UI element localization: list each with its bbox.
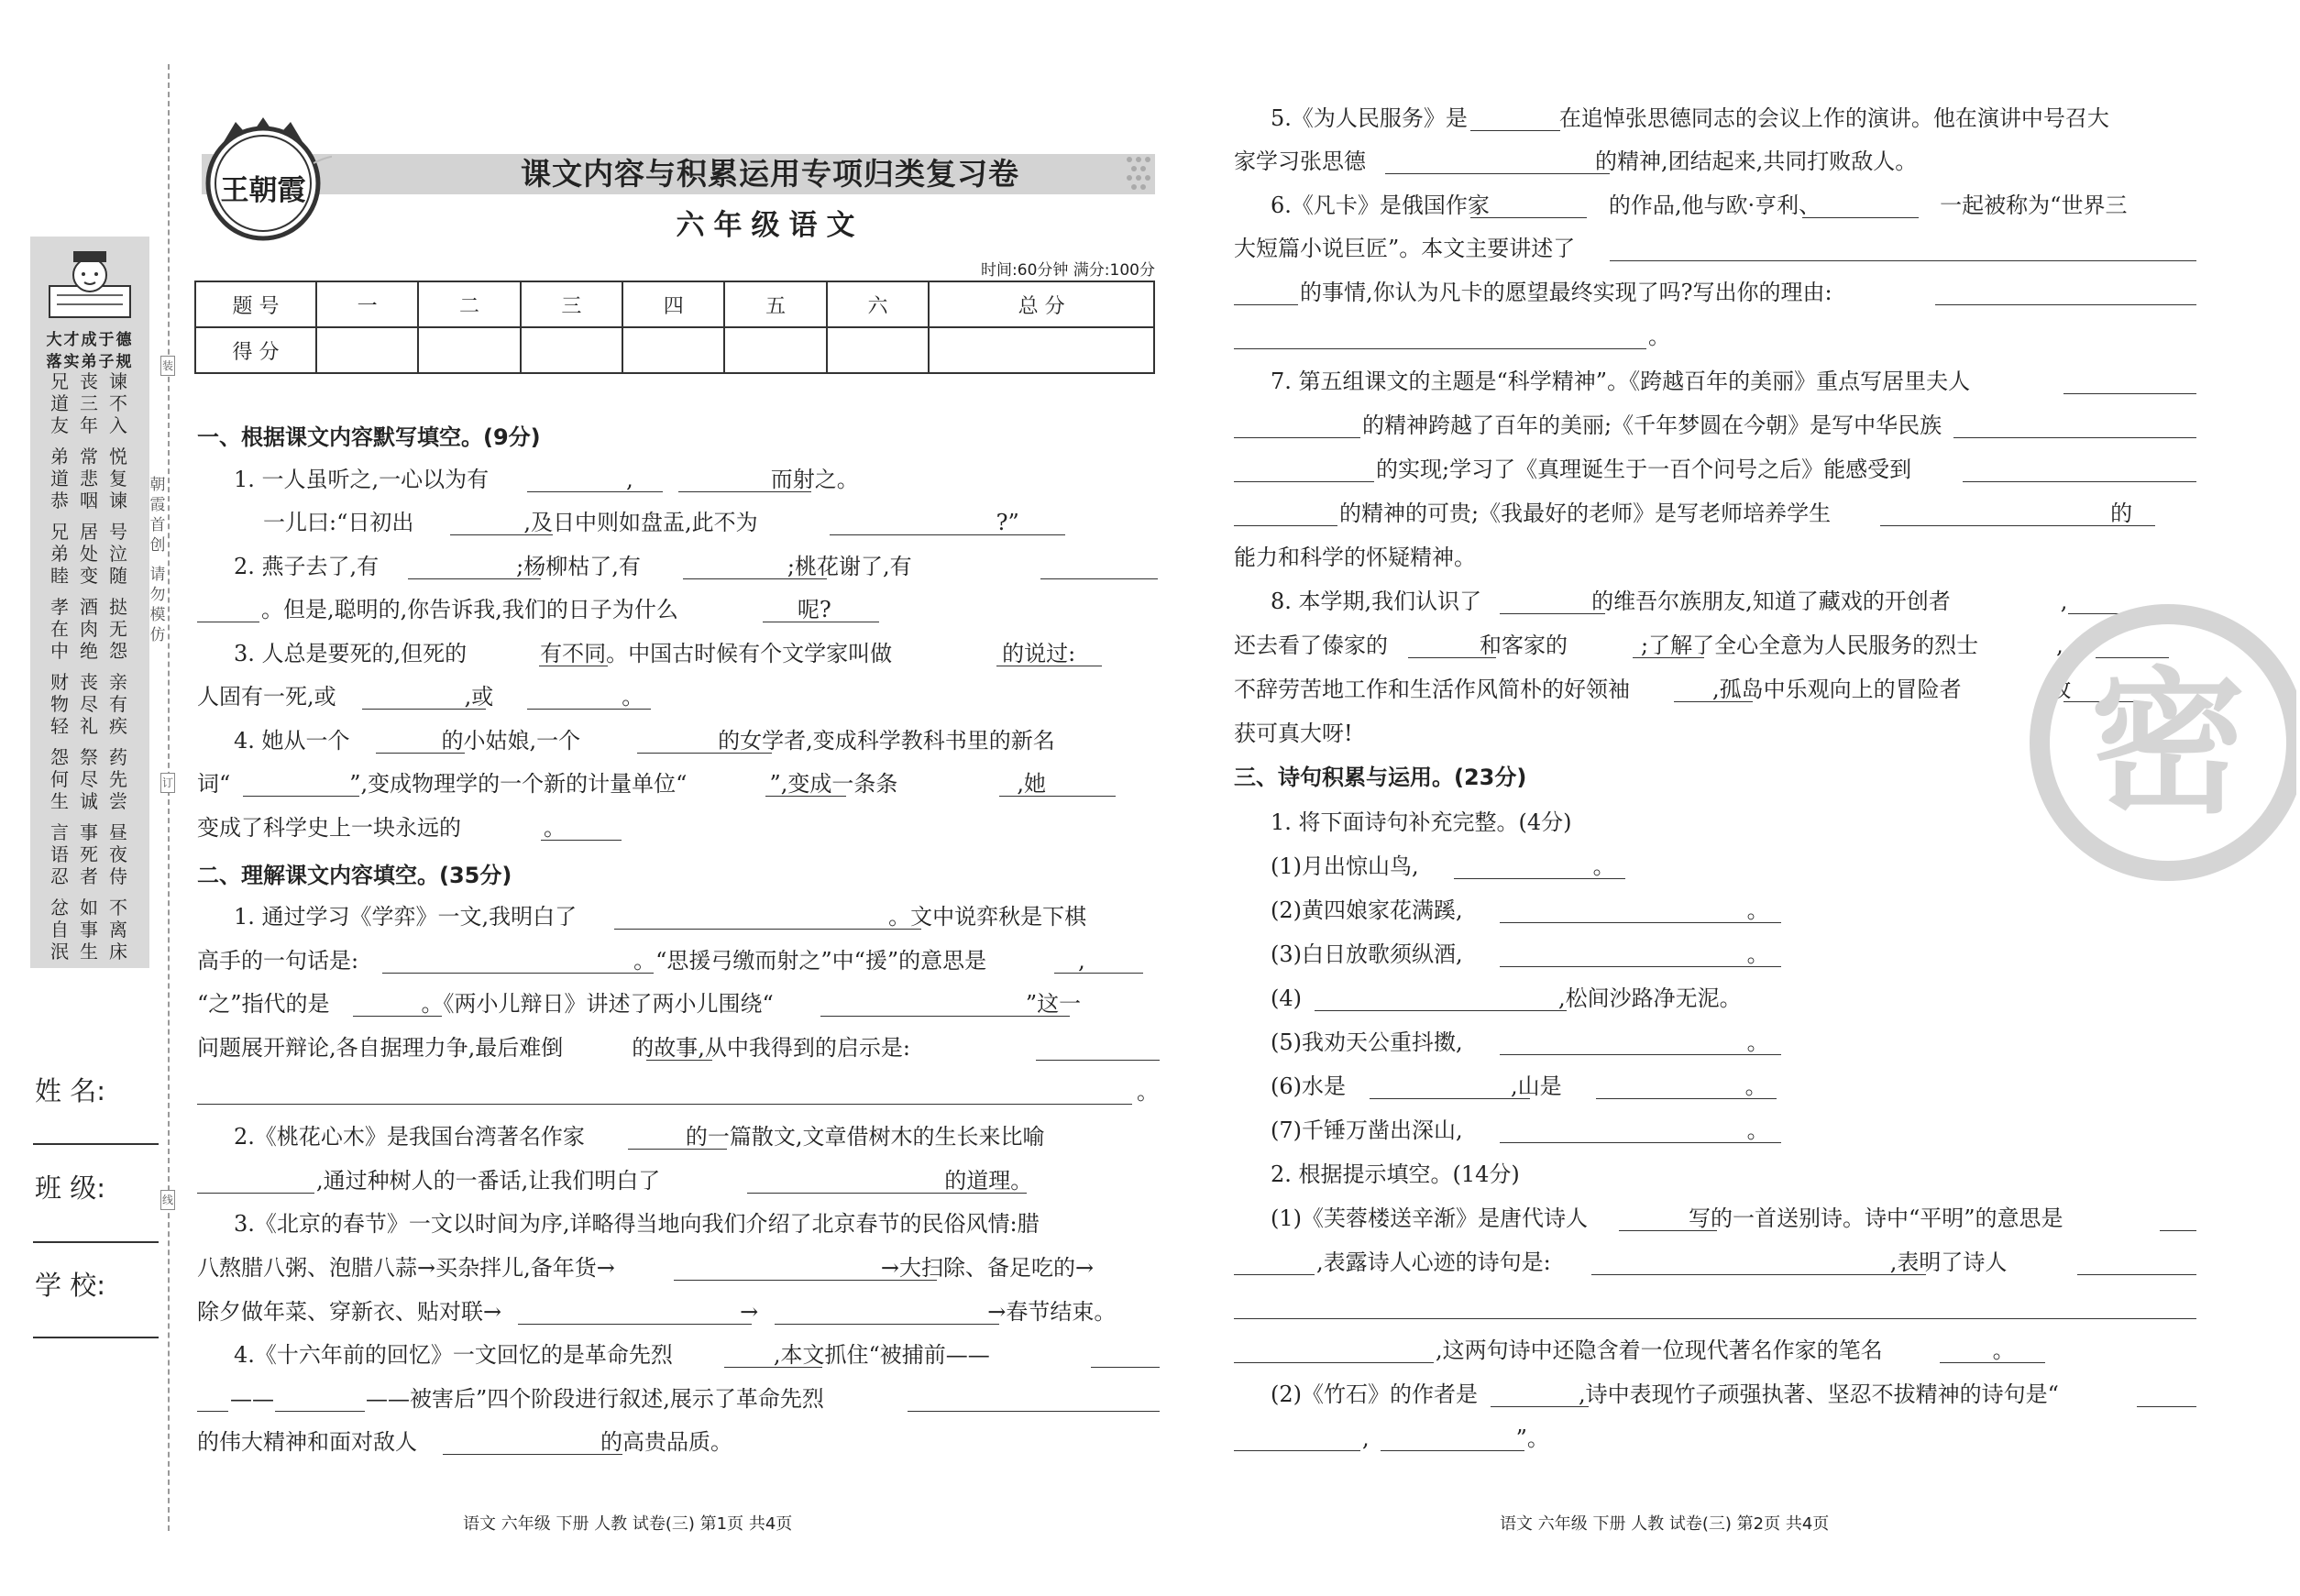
blank[interactable] <box>1091 1367 1160 1368</box>
rule-column: 财物轻 <box>50 671 69 737</box>
blank[interactable] <box>1953 437 2196 438</box>
q2-8-2: 还去看了傣家的 和客家的 ;了解了全心全意为人民服务的烈士 , <box>1234 633 2063 658</box>
blank[interactable] <box>1370 1098 1530 1099</box>
q2-8: 3.《北京的春节》一文以时间为序,详略得当地向我们介绍了北京春节的民俗风情:腊 <box>234 1211 1040 1237</box>
logo-text: 王朝霞 <box>220 174 306 207</box>
blank[interactable] <box>450 534 553 535</box>
blank[interactable] <box>1500 966 1781 967</box>
rule-column: 号泣随 <box>109 521 127 587</box>
q2-1: 1. 通过学习《学弈》一文,我明白了 。文中说弈秋是下棋 <box>234 904 1087 930</box>
q3-2-2: ,表露诗人心迹的诗句是: ,表明了诗人 <box>1316 1249 2008 1275</box>
scholar-mascot-icon <box>40 244 139 323</box>
q3-2-4: (2)《竹石》的作者是 ,诗中表现竹子顽强执著、坚忍不拔精神的诗句是“ <box>1271 1381 2059 1407</box>
rule-group <box>50 897 134 968</box>
blank[interactable] <box>1234 1450 1360 1451</box>
blank[interactable] <box>820 1016 1070 1017</box>
rule-column: 挞无怨 <box>109 596 127 662</box>
blank[interactable] <box>1591 1274 1926 1275</box>
blank[interactable] <box>197 1411 228 1412</box>
blank[interactable] <box>1036 1060 1160 1061</box>
blank[interactable] <box>1596 1098 1777 1099</box>
blank[interactable] <box>1802 217 1919 218</box>
binding-dashed-line <box>168 64 170 1531</box>
blank[interactable] <box>1619 1230 1717 1231</box>
q2-8-4: 获可真大呀! <box>1234 721 1353 746</box>
rule-column: 孝在中 <box>50 596 69 662</box>
blank[interactable] <box>637 753 772 754</box>
blank[interactable] <box>2063 393 2196 394</box>
blank[interactable] <box>1880 525 2155 526</box>
q1-1: 1. 一人虽听之,一心以为有 , 而射之。 <box>234 467 859 492</box>
blank[interactable] <box>1234 304 1298 305</box>
rule-column: 昼夜侍 <box>109 821 127 887</box>
q3-2-1: (1)《芙蓉楼送辛渐》是唐代诗人 写的一首送别诗。诗中“平明”的意思是 <box>1271 1205 2063 1231</box>
q2-7-2: 的精神跨越了百年的美丽;《千年梦圆在今朝》是写中华民族 <box>1362 413 1942 438</box>
poem-1: (1)月出惊山鸟, 。 <box>1271 853 1615 879</box>
q2-6: 2.《桃花心木》是我国台湾著名作家 的一篇散文,文章借树木的生长来比喻 <box>234 1124 1045 1150</box>
blank[interactable] <box>1054 973 1143 974</box>
seal-char: 密 <box>2089 654 2247 835</box>
q2-7-4: 的精神的可贵;《我最好的老师》是写老师培养学生 的 <box>1339 501 2133 526</box>
blank[interactable] <box>1500 613 1605 614</box>
q1-3: 2. 燕子去了,有 ;杨柳枯了,有 ;桃花谢了,有 <box>234 554 912 579</box>
blank[interactable] <box>1315 1010 1567 1011</box>
blank[interactable] <box>518 1324 752 1325</box>
blank[interactable] <box>541 840 622 841</box>
class-label: 班 级: <box>35 1172 105 1204</box>
q2-5-1: 5.《为人民服务》是 在追悼张思德同志的会议上作的演讲。他在演讲中号召大 <box>1271 105 2109 131</box>
q2-5-2: 家学习张思德 的精神,团结起来,共同打败敌人。 <box>1234 149 1918 174</box>
rule-column: 药先尝 <box>109 746 127 812</box>
side-text-no-copy: 请勿模仿 <box>149 566 166 644</box>
blank[interactable] <box>197 1193 314 1194</box>
score-col-5: 五 <box>724 281 826 327</box>
blank[interactable] <box>1674 701 1753 702</box>
blank[interactable] <box>2077 1274 2196 1275</box>
q2-6-4: 。 <box>1648 324 1670 349</box>
school-label: 学 校: <box>35 1270 105 1301</box>
page-1-content <box>197 0 1160 1596</box>
q1-7: 4. 她从一个 的小姑娘,一个 的女学者,变成科学教科书里的新名 <box>234 728 1055 754</box>
q2-8-3: 不辞劳苦地工作和生活作风简朴的好领袖 ,孤岛中乐观向上的冒险者 ,收 <box>1234 677 2072 702</box>
poem-7: (7)千锤万凿出深山, 。 <box>1271 1117 1769 1143</box>
blank[interactable] <box>1234 348 1646 349</box>
blank[interactable] <box>1234 1274 1315 1275</box>
page-title: 课文内容与积累运用专项归类复习卷 <box>521 156 1019 192</box>
blank[interactable] <box>1491 1406 1589 1407</box>
page-2-footer: 语文 六年级 下册 人教 试卷(三) 第2页 共4页 <box>1500 1514 1830 1534</box>
blank[interactable] <box>628 1149 727 1150</box>
score-col-3: 三 <box>521 281 622 327</box>
q2-6-1: 6.《凡卡》是俄国作家 的作品,他与欧·亨利、 一起被称为“世界三 <box>1271 193 2128 218</box>
page-1-footer: 语文 六年级 下册 人教 试卷(三) 第1页 共4页 <box>463 1514 793 1534</box>
rule-group <box>50 521 134 592</box>
q2-7: ,通过种树人的一番话,让我们明白了 的道理。 <box>316 1168 1033 1194</box>
blank[interactable] <box>1470 130 1560 131</box>
rule-group <box>50 370 134 442</box>
rule-column: 如事生 <box>80 897 98 963</box>
score-col-total: 总 分 <box>929 281 1154 327</box>
rule-column: 言语忍 <box>50 821 69 887</box>
rule-column: 丧尽礼 <box>80 671 98 737</box>
q2-2: 高手的一句话是: 。“思援弓缴而射之”中“援”的意思是 , <box>197 948 1085 974</box>
rule-column: 亲有疾 <box>109 671 127 737</box>
rule-group <box>50 746 134 818</box>
confidential-seal-icon <box>2021 600 2296 885</box>
q2-7-5: 能力和科学的怀疑精神。 <box>1234 545 1476 570</box>
blank[interactable] <box>443 1454 622 1455</box>
rule-column: 谏不入 <box>109 370 127 436</box>
q3-2-5: , ”。 <box>1362 1425 1549 1451</box>
blank[interactable] <box>382 973 654 974</box>
blank[interactable] <box>775 1324 999 1325</box>
q1-9: 变成了科学史上一块永远的 。 <box>197 815 566 841</box>
q2-8-1: 8. 本学期,我们认识了 的维吾尔族朋友,知道了藏戏的开创者 , <box>1271 589 2068 614</box>
poem-5: (5)我劝天公重抖擞, 。 <box>1271 1029 1769 1055</box>
blank[interactable] <box>527 709 651 710</box>
blank[interactable] <box>1408 657 1496 658</box>
blank[interactable] <box>2137 1406 2196 1407</box>
q2-7-3: 的实现;学习了《真理诞生于一百个问号之后》能感受到 <box>1376 457 1912 482</box>
q2-6-2: 大短篇小说巨匠”。本文主要讲述了 <box>1234 236 1576 261</box>
blank[interactable] <box>908 1411 1160 1412</box>
blank[interactable] <box>2160 1230 2196 1231</box>
poem-3: (3)白日放歌须纵酒, 。 <box>1271 941 1769 967</box>
blank[interactable] <box>1940 1362 2045 1363</box>
blank[interactable] <box>683 578 827 579</box>
section-1-heading: 一、根据课文内容默写填空。(9分) <box>197 424 541 450</box>
blank[interactable] <box>1234 525 1337 526</box>
rule-column: 事死者 <box>80 821 98 887</box>
blank[interactable] <box>1935 304 2196 305</box>
q2-3: “之”指代的是 。《两小儿辩日》讲述了两小儿围绕“ ”这一 <box>197 991 1082 1017</box>
motto-line-2: 落实弟子规 <box>46 353 134 371</box>
rule-column: 兄弟睦 <box>50 521 69 587</box>
blank[interactable] <box>243 796 359 797</box>
q1-8: 词“ ”,变成物理学的一个新的计量单位“ ”,变成一条条 ,她 <box>197 771 1046 797</box>
rule-column: 祭尽诚 <box>80 746 98 812</box>
rule-column: 兄道友 <box>50 370 69 436</box>
rule-group <box>50 821 134 893</box>
blank[interactable] <box>999 796 1116 797</box>
blank[interactable] <box>1500 922 1781 923</box>
blank[interactable] <box>1234 1362 1434 1363</box>
q1-2: 一儿曰:“日初出 ,及日中则如盘盂,此不为 ?” <box>263 510 1019 535</box>
rule-column: 悦复谏 <box>109 446 127 512</box>
blank[interactable] <box>1633 657 1704 658</box>
q2-13: 的伟大精神和面对敌人 的高贵品质。 <box>197 1429 732 1455</box>
blank[interactable] <box>614 929 921 930</box>
blank[interactable] <box>830 534 1065 535</box>
blank[interactable] <box>1500 1054 1781 1055</box>
cut-mark-2: 订 <box>160 773 175 793</box>
rule-column: 丧三年 <box>80 370 98 436</box>
score-row-label: 得 分 <box>195 327 316 373</box>
poem-6: (6)水是 ,山是 。 <box>1271 1073 1767 1099</box>
poem-2: (2)黄四娘家花满蹊, 。 <box>1271 897 1769 923</box>
rule-column: 常悲咽 <box>80 446 98 512</box>
q2-11: 4.《十六年前的回忆》一文回忆的是革命先烈 ,本文抓住“被捕前—— <box>234 1342 990 1368</box>
blank[interactable] <box>1610 260 2196 261</box>
blank[interactable] <box>1500 1142 1781 1143</box>
rule-column: 弟道恭 <box>50 446 69 512</box>
cut-mark-1: 装 <box>160 356 175 376</box>
score-col-1: 一 <box>316 281 418 327</box>
page-subtitle: 六年级语文 <box>676 209 864 242</box>
blank[interactable] <box>362 709 486 710</box>
cut-mark-3: 线 <box>160 1190 175 1210</box>
blank[interactable] <box>197 1104 1132 1105</box>
q2-9: 八熬腊八粥、泡腊八蒜→买杂拌儿,备年货→ →大扫除、备足吃的→ <box>197 1255 1095 1281</box>
rule-column: 居处变 <box>80 521 98 587</box>
motto-line-1: 大才成于德 <box>46 331 134 349</box>
blank[interactable] <box>527 491 663 492</box>
score-col-4: 四 <box>622 281 724 327</box>
rule-column: 酒肉绝 <box>80 596 98 662</box>
blank[interactable] <box>1385 173 1610 174</box>
left-sidebar <box>0 0 174 1596</box>
blank[interactable] <box>747 1193 1027 1194</box>
q1-5: 3. 人总是要死的,但死的 有不同。中国古时候有个文学家叫做 的说过: <box>234 641 1076 666</box>
q2-5: 。 <box>1137 1079 1159 1105</box>
time-score-info: 时间:60分钟 满分:100分 <box>981 261 1155 280</box>
section-2-heading: 二、理解课文内容填空。(35分) <box>197 863 512 888</box>
class-field[interactable] <box>33 1241 159 1243</box>
blank[interactable] <box>1963 481 2196 482</box>
rule-column: 忿自泯 <box>50 897 69 963</box>
q2-10: 除夕做年菜、穿新衣、贴对联→ → →春节结束。 <box>197 1299 1117 1325</box>
rule-column: 不离床 <box>109 897 127 963</box>
blank[interactable] <box>1234 481 1374 482</box>
blank[interactable] <box>674 1280 937 1281</box>
name-field[interactable] <box>33 1143 159 1145</box>
blank[interactable] <box>724 1367 822 1368</box>
blank[interactable] <box>1381 1450 1524 1451</box>
rule-group <box>50 671 134 743</box>
poem-4: (4) ,松间沙路净无泥。 <box>1271 985 1742 1011</box>
blank[interactable] <box>678 491 811 492</box>
q3-2: 2. 根据提示填空。(14分) <box>1271 1161 1520 1187</box>
name-label: 姓 名: <box>35 1075 105 1106</box>
q3-1: 1. 将下面诗句补充完整。(4分) <box>1271 809 1572 835</box>
q2-6-3: 的事情,你认为凡卡的愿望最终实现了吗?写出你的理由: <box>1300 280 1832 305</box>
side-text-original: 朝霞首创 <box>149 476 166 555</box>
blank[interactable] <box>1234 1318 2196 1319</box>
blank[interactable] <box>353 1016 442 1017</box>
blank[interactable] <box>646 1060 712 1061</box>
blank[interactable] <box>275 1411 365 1412</box>
q1-4: 。但是,聪明的,你告诉我,我们的日子为什么 呢? <box>261 597 831 622</box>
school-field[interactable] <box>33 1337 159 1338</box>
score-col-6: 六 <box>827 281 929 327</box>
blank[interactable] <box>376 753 465 754</box>
blank[interactable] <box>1470 217 1587 218</box>
blank[interactable] <box>765 796 846 797</box>
q1-6: 人固有一死,或 ,或 。 <box>197 684 644 710</box>
q2-4: 问题展开辩论,各自据理力争,最后难倒 的故事,从中我得到的启示是: <box>197 1035 910 1061</box>
rule-column: 怨何生 <box>50 746 69 812</box>
rule-group <box>50 446 134 517</box>
blank[interactable] <box>408 578 541 579</box>
score-col-2: 二 <box>418 281 520 327</box>
q2-12: —— ——被害后”四个阶段进行叙述,展示了革命先烈 <box>230 1386 824 1412</box>
blank[interactable] <box>1234 437 1360 438</box>
blank[interactable] <box>1040 578 1158 579</box>
blank[interactable] <box>1454 878 1625 879</box>
rule-group <box>50 596 134 667</box>
section-3-heading: 三、诗句积累与运用。(23分) <box>1234 765 1527 790</box>
q3-2-3: ,这两句诗中还隐含着一位现代著名作家的笔名 。 <box>1436 1337 2015 1363</box>
q2-7-1: 7. 第五组课文的主题是“科学精神”。《跨越百年的美丽》重点写居里夫人 <box>1271 369 1971 394</box>
score-col-label: 题 号 <box>195 281 316 327</box>
